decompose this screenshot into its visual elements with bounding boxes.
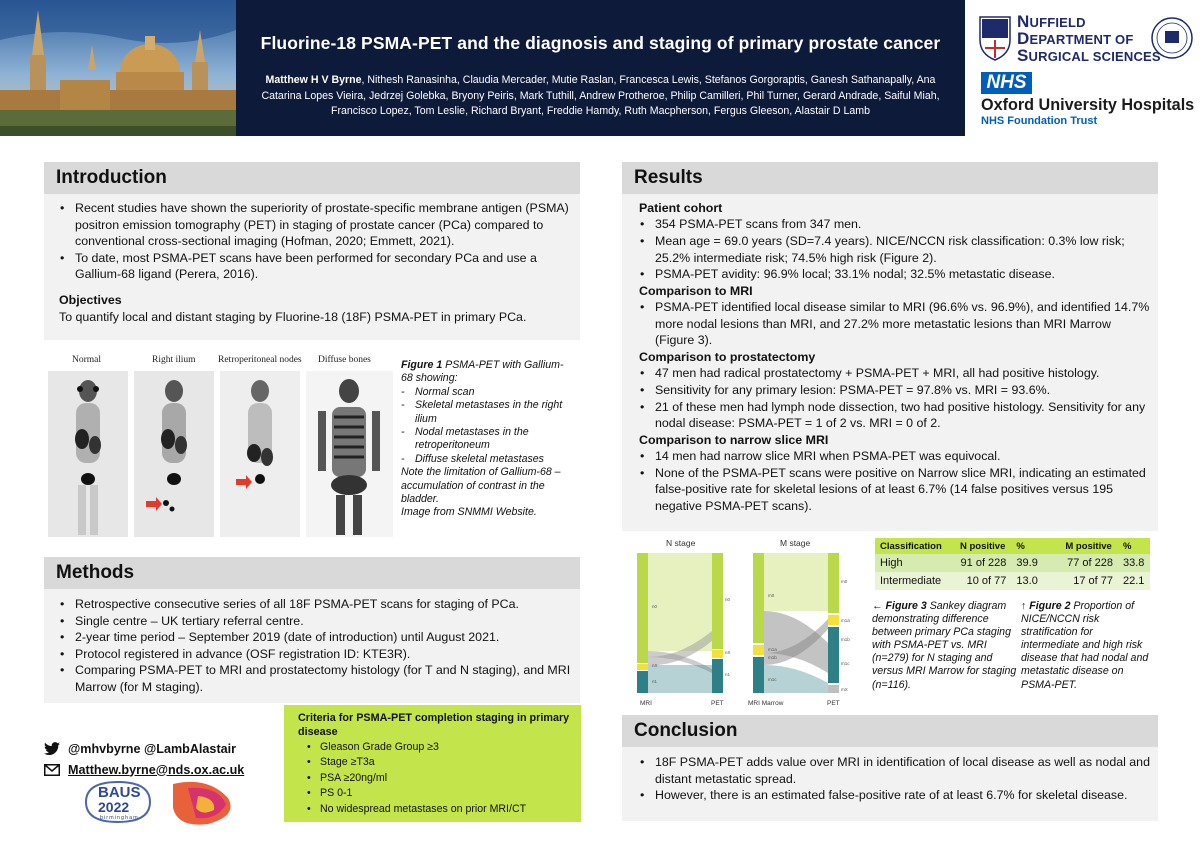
table-row — [875, 554, 1150, 572]
table-cell: Intermediate — [875, 572, 948, 590]
sankey-tick: nX — [725, 650, 731, 655]
sankey-tick: n1 — [725, 672, 731, 677]
oxford-skyline-photo — [0, 0, 236, 136]
list-item: - Skeletal metastases in the right ilium — [401, 399, 571, 426]
baus-text: BAUS — [98, 784, 141, 801]
results-heading: Results — [622, 162, 1158, 194]
figure1-intro: PSMA-PET with Gallium-68 showing: — [401, 359, 564, 385]
sankey-n-left-label: MRI — [640, 700, 652, 707]
results-subheading: Comparison to prostatectomy — [639, 349, 816, 364]
first-author: Matthew H V Byrne — [265, 74, 362, 86]
table-header-row — [875, 538, 1150, 554]
sankey-tick: m0 — [841, 579, 848, 584]
table-row — [875, 572, 1150, 590]
list-item: • 47 men had radical prostatectomy + PSMA-PET + MRI, all had positive histology. — [631, 365, 1151, 382]
nhs-logo-text: NHS — [986, 72, 1027, 93]
results-body — [631, 200, 1151, 515]
figure3-text: Sankey diagram demonstrating difference between primary PCa staging with PSMA-PET vs. MRI (n=279) for N staging and versus MRI Marrow for staging (n=116). — [872, 600, 1017, 691]
author-list — [258, 73, 943, 120]
results-list — [631, 365, 1151, 431]
list-item: • 21 of these men had lymph node dissection, two had positive histology. Sensitivity for any nodal disease: PSMA-PET = 1 of 2 vs. MRI = 0 of 2. — [631, 399, 1151, 432]
trust-name: NHS Foundation Trust — [981, 115, 1098, 127]
pet-scans-graphic — [48, 367, 393, 537]
criteria-title: Criteria for PSMA-PET completion staging in primary disease — [298, 712, 570, 738]
conclusion-bullets — [631, 754, 1151, 804]
list-item: • Single centre – UK tertiary referral centre. — [51, 613, 576, 630]
baus-2022-logo — [78, 778, 243, 826]
title-band — [236, 0, 965, 136]
introduction-bullets — [51, 200, 571, 283]
list-item: • None of the PSMA-PET scans were positive on Narrow slice MRI, indicating an estimated false-positive rate for skeletal lesions of at least 6.7% (14 false positives versus 195 negative PSMA-PET scans). — [631, 465, 1151, 515]
list-item: • PSMA-PET identified local disease similar to MRI (96.6% vs. 96.9%), and identified 14.7% more nodal lesions than MRI, and 27.2% more metastatic lesions than MRI Marrow (Figure 3). — [631, 299, 1151, 349]
figure1-label: Figure 1 — [401, 359, 443, 371]
list-item: • Comparing PSMA-PET to MRI and prostatectomy histology (for T and N staging), and MRI Marrow (for M staging). — [51, 662, 576, 695]
list-item: • Stage ≥T3a — [298, 755, 571, 770]
objectives-text: To quantify local and distant staging by Fluorine-18 (18F) PSMA-PET in primary PCa. — [59, 310, 527, 324]
list-item: • 18F PSMA-PET adds value over MRI in identification of local disease as well as nodal and distant metastatic spread. — [631, 754, 1151, 787]
figure1-caption — [401, 359, 571, 520]
list-item: • Sensitivity for any primary lesion: PSMA-PET = 97.8% vs. MRI = 93.6%. — [631, 382, 1151, 399]
results-list — [631, 299, 1151, 349]
poster-header — [0, 0, 1200, 136]
figure1-note: Note the limitation of Gallium-68 – accumulation of contrast in the bladder. — [401, 466, 561, 506]
sankey-n-title: N stage — [666, 538, 696, 548]
figure2-text: Proportion of NICE/NCCN risk stratification for intermediate and high risk disease that had nodal and metastatic disease on PSMA-PET. — [1021, 600, 1149, 691]
sankey-tick: m0 — [768, 593, 775, 598]
table-cell: 91 of 228 — [948, 554, 1011, 572]
list-item: • Retrospective consecutive series of all 18F PSMA-PET scans for staging of PCa. — [51, 596, 576, 613]
results-subheading: Comparison to narrow slice MRI — [639, 432, 829, 447]
figure3-caption — [872, 600, 1017, 692]
figure2-label: Figure 2 — [1029, 600, 1071, 612]
sankey-m-title: M stage — [780, 538, 811, 548]
table-cell: 39.9 — [1011, 554, 1043, 572]
results-subheading: Patient cohort — [639, 201, 723, 215]
coauthors: , Nithesh Ranasinha, Claudia Mercader, Mutie Raslan, Francesca Lewis, Stefanos Gorgoraptis, Ganesh Sathanapally, Ana Catarina Lopes Vieira, Jedrzej Golebka, Bryony Peiris, Mark Tuthill, Andrew Protheroe, Philip Camilleri, Phil Turner, Gerard Andrade, Saiful Miah, Francisco Lopez, Tom Leslie, Richard Bryant, Freddie Hamdy, Ruth Macpherson, Fergus Gleeson, Alastair D Lamb — [261, 74, 940, 117]
sankey-tick: n0 — [652, 604, 658, 609]
results-subheading: Comparison to MRI — [639, 283, 753, 298]
figure3-label: Figure 3 — [885, 600, 927, 612]
figure2-caption — [1021, 600, 1153, 692]
sankey-diagrams — [622, 533, 872, 711]
scan-label-right-ilium: Right ilium — [152, 355, 196, 365]
methods-bullets — [51, 596, 576, 696]
list-item: - Diffuse skeletal metastases — [401, 453, 571, 466]
list-item: • 2-year time period – September 2019 (date of introduction) until August 2021. — [51, 629, 576, 646]
scan-label-normal: Normal — [72, 355, 102, 365]
twitter-handles[interactable]: @mhvbyrne @LambAlastair — [68, 741, 237, 756]
introduction-heading: Introduction — [44, 162, 580, 194]
poster-title: Fluorine-18 PSMA-PET and the diagnosis and staging of primary prostate cancer — [260, 33, 941, 53]
table-cell: 10 of 77 — [948, 572, 1011, 590]
objectives-heading: Objectives — [59, 293, 122, 307]
sankey-tick: m1a — [841, 618, 850, 623]
figure1-caption-list — [401, 386, 571, 466]
baus-city: birmingham — [100, 815, 139, 821]
conclusion-heading: Conclusion — [622, 715, 1158, 747]
scan-label-retroperitoneal: Retroperitoneal nodes — [218, 355, 302, 365]
contact-block — [44, 738, 284, 780]
list-item: • To date, most PSMA-PET scans have been performed for secondary PCa and use a Gallium-68 ligand (Perera, 2016). — [51, 250, 571, 283]
risk-table — [875, 538, 1150, 590]
sankey-tick: m1c — [841, 661, 850, 666]
email-link[interactable]: Matthew.byrne@nds.ox.ac.uk — [68, 762, 245, 777]
results-list — [631, 448, 1151, 514]
list-item: • 354 PSMA-PET scans from 347 men. — [631, 216, 1151, 233]
list-item: • Gleason Grade Group ≥3 — [298, 740, 571, 755]
institution-logos — [965, 0, 1200, 136]
nuffield-wordmark: NUFFIELD DEPARTMENT OF SURGICAL SCIENCES — [1017, 12, 1161, 65]
baus-year: 2022 — [98, 799, 130, 815]
list-item: • 14 men had narrow slice MRI when PSMA-PET was equivocal. — [631, 448, 1151, 465]
table-header: % — [1011, 538, 1043, 554]
scan-label-diffuse: Diffuse bones — [318, 355, 371, 365]
list-item: • However, there is an estimated false-positive rate of at least 6.7% for skeletal disease. — [631, 787, 1151, 804]
list-item: - Normal scan — [401, 386, 571, 399]
pet-scan-images — [48, 355, 393, 535]
sankey-n-right-label: PET — [711, 700, 724, 707]
table-header: % — [1118, 538, 1150, 554]
list-item: - Nodal metastases in the retroperitoneum — [401, 426, 571, 453]
sankey-m-left-label: MRI Marrow — [748, 700, 784, 707]
email-row — [44, 759, 284, 780]
list-item: • PSA ≥20ng/ml — [298, 771, 571, 786]
list-item: • PS 0-1 — [298, 786, 571, 801]
sankey-tick: nX — [652, 663, 658, 668]
sankey-tick: m1b — [841, 637, 850, 642]
list-item: • Mean age = 69.0 years (SD=7.4 years). NICE/NCCN risk classification: 0.3% low risk; 25.2% intermediate risk; 74.5% high risk (Figure 2). — [631, 233, 1151, 266]
left-arrow-icon: ← — [872, 600, 883, 612]
table-header: M positive — [1043, 538, 1118, 554]
table-cell: 17 of 77 — [1043, 572, 1118, 590]
table-cell: High — [875, 554, 948, 572]
table-header: N positive — [948, 538, 1011, 554]
list-item: • Protocol registered in advance (OSF registration ID: KTE3R). — [51, 646, 576, 663]
sankey-graphic — [622, 533, 872, 711]
table-header: Classification — [875, 538, 948, 554]
sankey-tick: n0 — [725, 597, 731, 602]
results-list — [631, 216, 1151, 282]
twitter-row — [44, 738, 284, 759]
table-cell: 77 of 228 — [1043, 554, 1118, 572]
criteria-list — [298, 740, 571, 817]
ouh-name: Oxford University Hospitals — [981, 96, 1195, 114]
list-item: • PSMA-PET avidity: 96.9% local; 33.1% nodal; 32.5% metastatic disease. — [631, 266, 1151, 283]
figure1-source: Image from SNMMI Website. — [401, 506, 537, 519]
sankey-tick: n1 — [652, 679, 658, 684]
up-arrow-icon: ↑ — [1021, 600, 1027, 612]
list-item: • No widespread metastases on prior MRI/CT — [298, 802, 571, 817]
sankey-tick: mX — [841, 687, 848, 692]
twitter-icon — [44, 742, 60, 756]
sankey-tick: m1b — [768, 655, 777, 660]
sankey-tick: m1a — [768, 647, 777, 652]
sankey-tick: m1c — [768, 677, 777, 682]
criteria-box — [284, 705, 581, 822]
mail-icon — [44, 764, 60, 776]
list-item: • Recent studies have shown the superiority of prostate-specific membrane antigen (PSMA) positron emission tomography (PET) in staging of prostate cancer (PCa) compared to conventional cross-sectional imaging (Hofman, 2020; Emmett, 2021). — [51, 200, 571, 250]
table-cell: 33.8 — [1118, 554, 1150, 572]
table-cell: 13.0 — [1011, 572, 1043, 590]
methods-heading: Methods — [44, 557, 580, 589]
sankey-m-right-label: PET — [827, 700, 840, 707]
table-cell: 22.1 — [1118, 572, 1150, 590]
